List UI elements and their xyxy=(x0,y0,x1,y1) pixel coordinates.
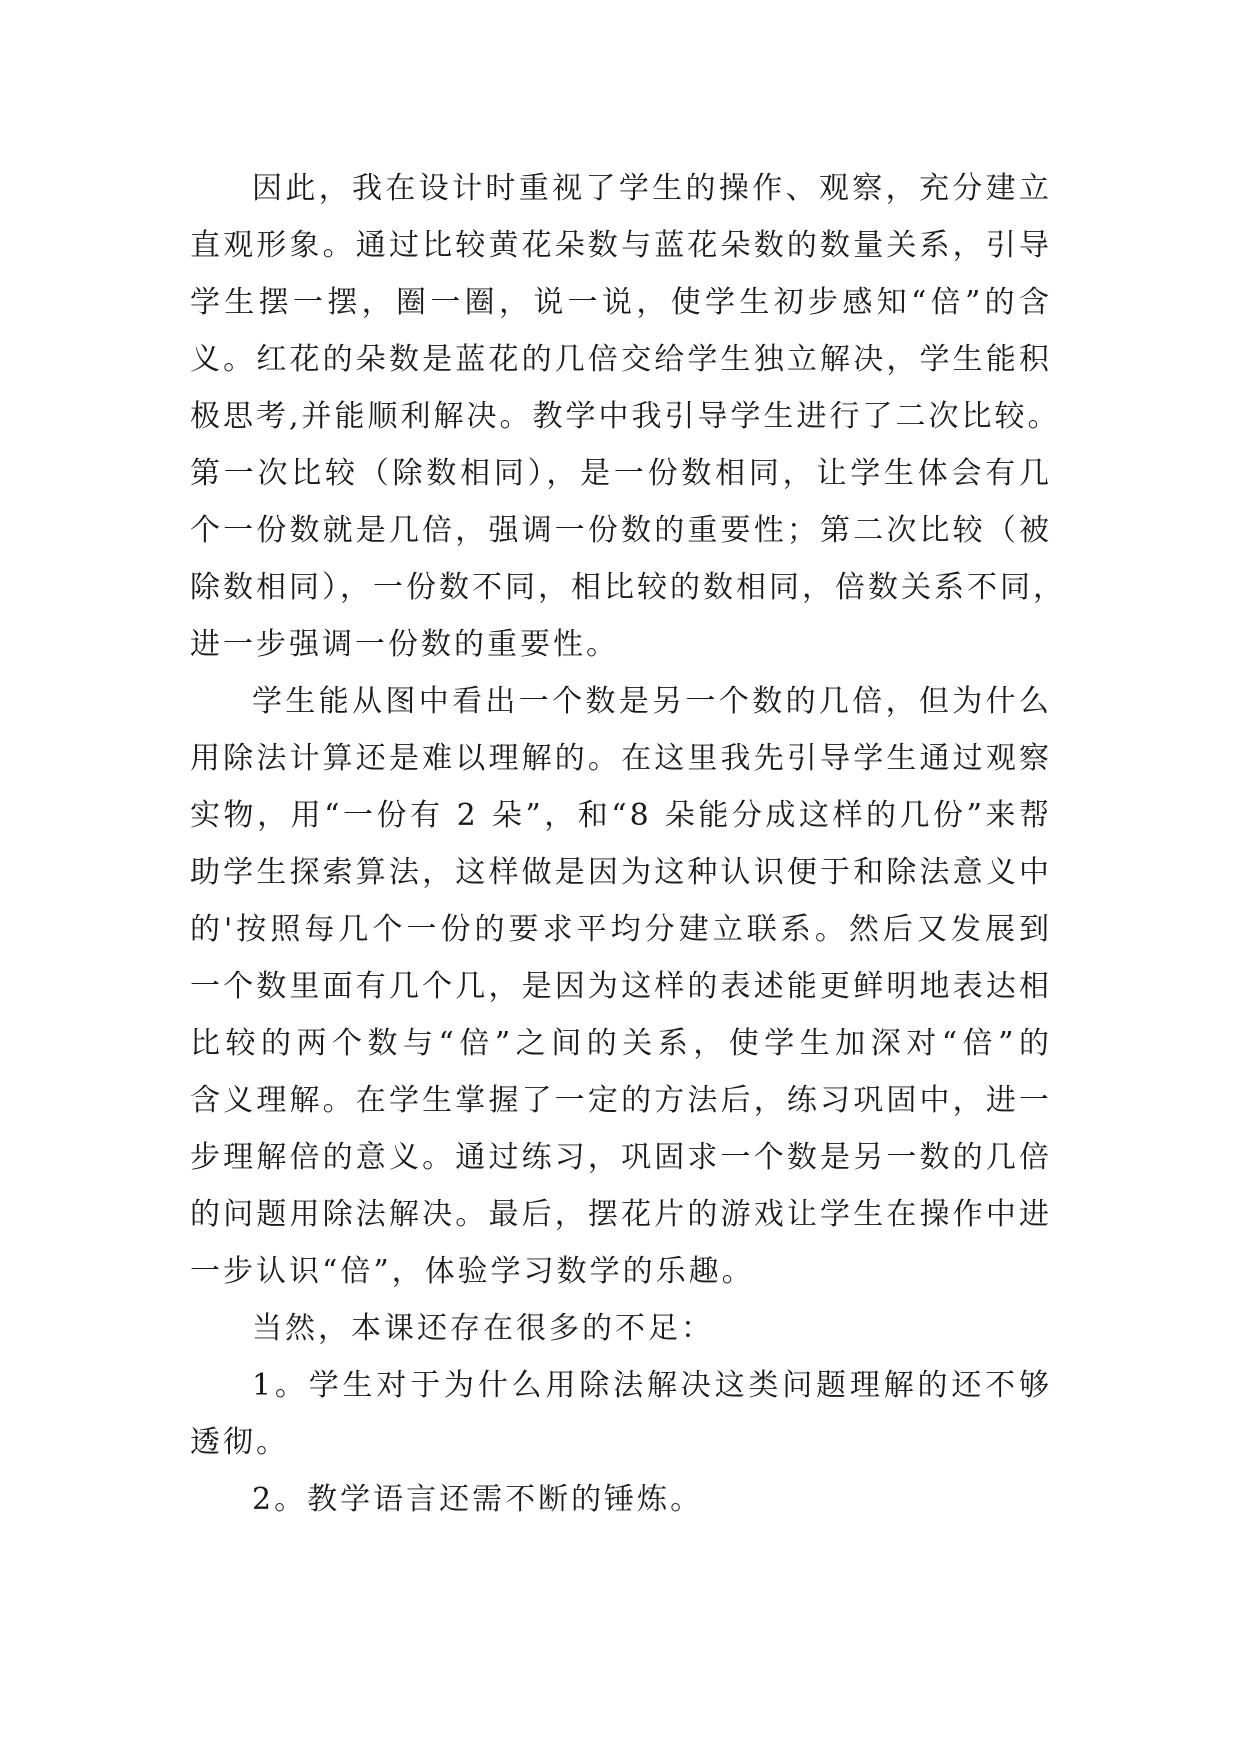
text-line: 义。红花的朵数是蓝花的几倍交给学生独立解决，学生能积 xyxy=(190,342,1052,377)
text-line: 透彻。 xyxy=(190,1425,289,1460)
text-line: 含义理解。在学生掌握了一定的方法后，练习巩固中，进一 xyxy=(190,1083,1052,1118)
text-line: 一步认识“倍”，体验学习数学的乐趣。 xyxy=(190,1254,755,1289)
text-line: 当然，本课还存在很多的不足： xyxy=(252,1311,714,1346)
text-line: 直观形象。通过比较黄花朵数与蓝花朵数的数量关系，引导 xyxy=(190,228,1052,263)
text-line: 的'按照每几个一份的要求平均分建立联系。然后又发展到 xyxy=(190,912,1052,947)
text-line: 1。学生对于为什么用除法解决这类问题理解的还不够 xyxy=(252,1368,1052,1403)
text-line: 步理解倍的意义。通过练习，巩固求一个数是另一数的几倍 xyxy=(190,1140,1052,1175)
text-line: 用除法计算还是难以理解的。在这里我先引导学生通过观察 xyxy=(190,741,1052,776)
paragraph-shortcoming-2 xyxy=(190,1471,1052,1528)
text-line: 因此，我在设计时重视了学生的操作、观察，充分建立 xyxy=(252,171,1052,206)
text-line: 2。教学语言还需不断的锤炼。 xyxy=(252,1482,704,1517)
text-line: 第一次比较（除数相同），是一份数相同，让学生体会有几 xyxy=(190,456,1052,491)
paragraph-shortcoming-1 xyxy=(190,1357,1052,1471)
text-line: 的问题用除法解决。最后，摆花片的游戏让学生在操作中进 xyxy=(190,1197,1052,1232)
text-line: 学生能从图中看出一个数是另一个数的几倍，但为什么 xyxy=(252,684,1052,719)
text-line: 学生摆一摆，圈一圈，说一说，使学生初步感知“倍”的含 xyxy=(190,285,1052,320)
document-page xyxy=(190,160,1066,1528)
text-line: 实物，用“一份有 2 朵”，和“8 朵能分成这样的几份”来帮 xyxy=(190,798,1052,833)
text-line: 助学生探索算法，这样做是因为这种认识便于和除法意义中 xyxy=(190,855,1052,890)
text-line: 比较的两个数与“倍”之间的关系，使学生加深对“倍”的 xyxy=(190,1026,1052,1061)
text-line: 除数相同），一份数不同，相比较的数相同，倍数关系不同， xyxy=(190,570,1066,605)
paragraph-shortcomings-intro xyxy=(190,1300,1052,1357)
text-line: 一个数里面有几个几，是因为这样的表述能更鲜明地表达相 xyxy=(190,969,1052,1004)
paragraph-division-understanding xyxy=(190,673,1052,1300)
text-line: 极思考,并能顺利解决。教学中我引导学生进行了二次比较。 xyxy=(190,399,1061,434)
paragraph-reflection-design xyxy=(190,160,1066,673)
text-line: 个一份数就是几倍，强调一份数的重要性；第二次比较（被 xyxy=(190,513,1052,548)
text-line: 进一步强调一份数的重要性。 xyxy=(190,627,619,662)
